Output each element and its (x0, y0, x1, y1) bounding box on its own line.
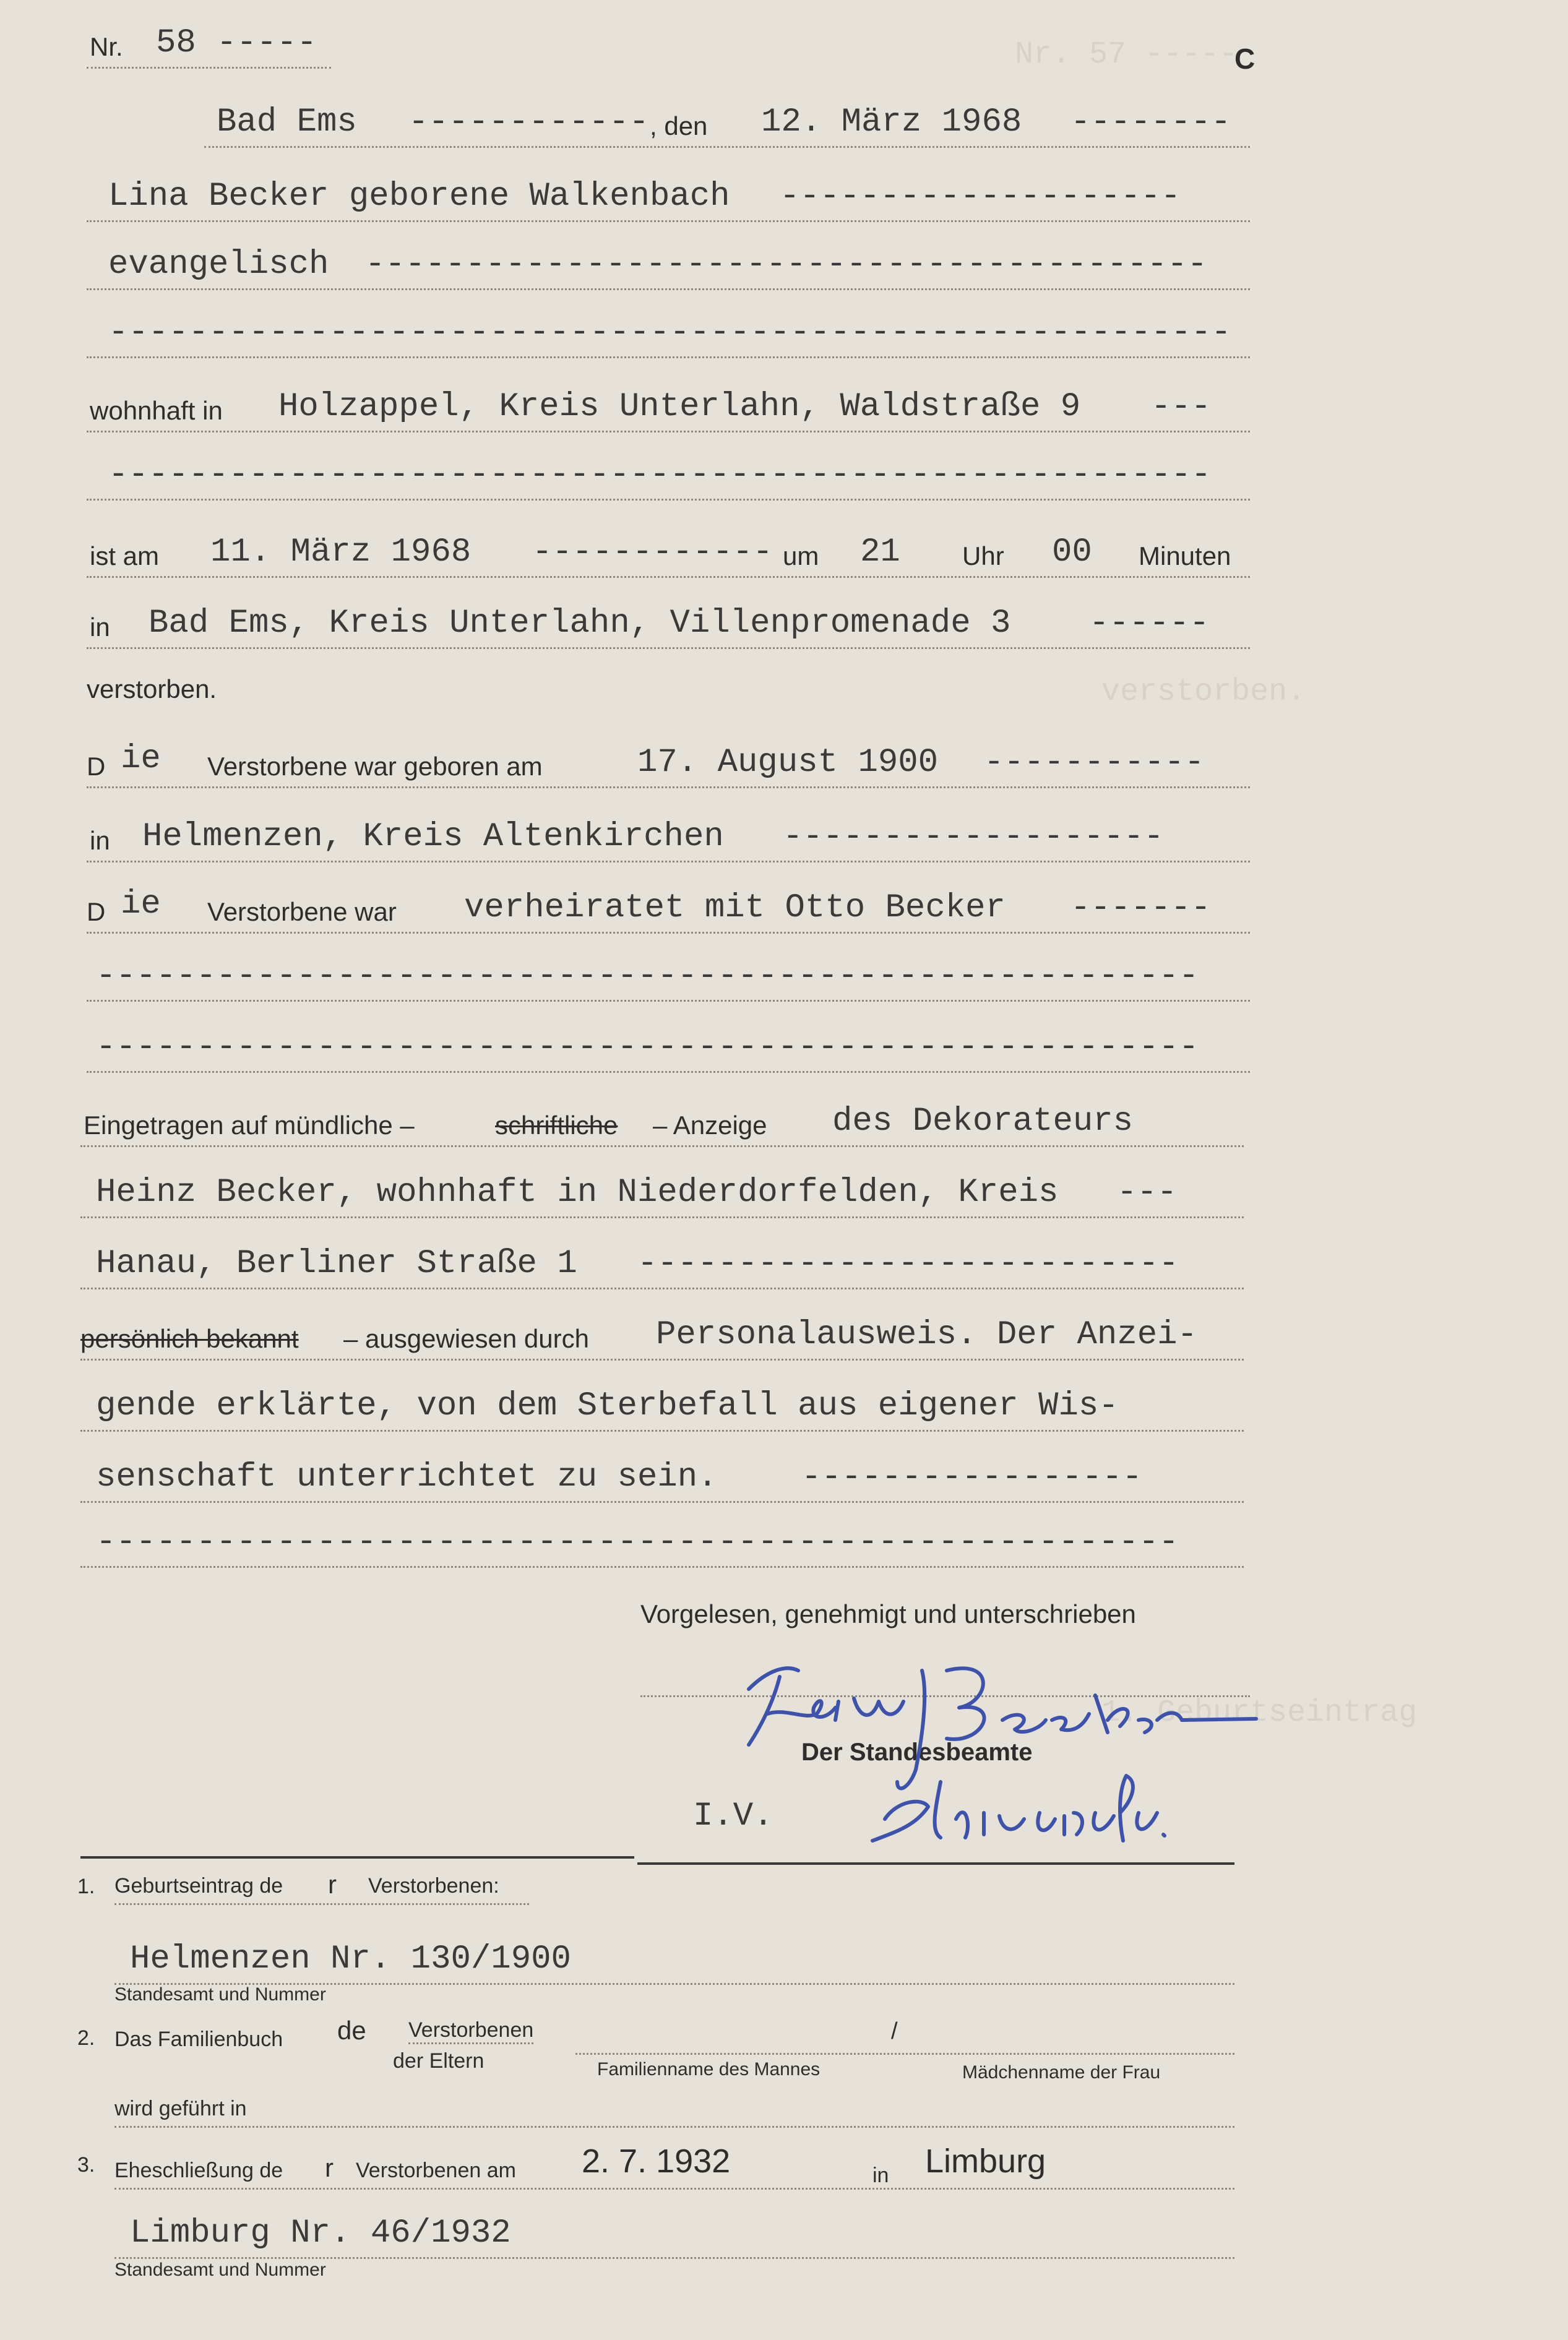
note-caption: Familienname des Mannes (597, 2059, 821, 2080)
option-verstorbenen: Verstorbenen (408, 2018, 533, 2044)
dash-filler: --------------------------- (637, 1245, 1179, 1283)
dash-filler: ------------------------------------------------------ (96, 1523, 1179, 1561)
dash-filler: ------------------------------------------------------- (108, 456, 1212, 494)
note-caption: Mädchenname der Frau (962, 2062, 1161, 2083)
dash-filler: ------ (1089, 604, 1210, 642)
informant-address-line (80, 1241, 1244, 1289)
residence-label: wohnhaft in (90, 396, 223, 425)
registrar-label: Der Standesbeamte (801, 1739, 1033, 1766)
dash-filler: ------------ (408, 103, 649, 141)
note-number: 2. (77, 2026, 95, 2050)
registry-place: Bad Ems (217, 103, 357, 141)
dash-filler: --- (1151, 388, 1212, 426)
deceased-name: Lina Becker geborene Walkenbach (108, 178, 730, 215)
note-number: 3. (77, 2153, 95, 2177)
birth-place-line (87, 814, 1250, 862)
statement-line (80, 1383, 1244, 1432)
statement-text: senschaft unterrichtet zu sein. (96, 1458, 718, 1496)
birth-date: 17. August 1900 (637, 744, 939, 781)
note-1-label (114, 1867, 529, 1905)
death-hour: 21 (860, 533, 900, 571)
bleed-through-ghost: 1. Geburtseintrag (1101, 1695, 1418, 1731)
statement-text: gende erklärte, von dem Sterbefall aus eigener Wis- (96, 1387, 1119, 1425)
note-r: r (325, 2153, 334, 2182)
birth-place: Helmenzen, Kreis Altenkirchen (142, 818, 724, 856)
death-date: 11. März 1968 (210, 533, 472, 571)
ausgewiesen-label: – ausgewiesen durch (343, 1324, 589, 1353)
dash-filler: ------------------------------------------------------- (96, 1028, 1199, 1066)
note-label: Das Familienbuch (114, 2028, 283, 2051)
marriage-date: 2. 7. 1932 (582, 2143, 731, 2180)
religion: evangelisch (108, 246, 329, 283)
blank-line (87, 953, 1250, 1002)
note-caption: Standesamt und Nummer (114, 2260, 326, 2280)
um-label: um (783, 541, 819, 570)
in-label: in (872, 2164, 889, 2187)
statement-line (80, 1454, 1244, 1503)
in-label: in (90, 613, 110, 642)
divider (80, 1856, 634, 1859)
d-label: D (87, 897, 106, 926)
registrar-signature (872, 1776, 1165, 1841)
ie-suffix: ie (121, 885, 161, 923)
identification-doc: Personalausweis. Der Anzei- (656, 1316, 1197, 1354)
note-1-value-line (114, 1934, 1234, 1985)
birth-record: Helmenzen Nr. 130/1900 (130, 1940, 571, 1978)
informant-line (80, 1169, 1244, 1218)
note-label: wird geführt in (114, 2097, 247, 2120)
verstorben-label: verstorben. (87, 674, 217, 703)
entry-number: 58 (156, 24, 196, 62)
registration-line (80, 1098, 1244, 1147)
uhr-label: Uhr (962, 541, 1004, 570)
birth-date-line (87, 739, 1250, 788)
bleed-through-ghost: verstorben. (1101, 674, 1306, 710)
residence-line (87, 384, 1250, 432)
death-minute: 00 (1052, 533, 1092, 571)
informant-signature (749, 1668, 1256, 1788)
dash-filler: ------------------- (783, 818, 1164, 856)
in-label: in (90, 826, 110, 855)
dash-filler: ------------------------------------------ (365, 246, 1208, 283)
bleed-through-ghost: Nr. 57 ----- (1015, 37, 1238, 72)
dash-filler: ----------- (984, 744, 1205, 781)
registration-label: Eingetragen auf mündliche – (84, 1111, 415, 1140)
note-2-location-line (114, 2086, 1234, 2128)
registry-date: 12. März 1968 (761, 103, 1022, 141)
death-place-line (87, 600, 1250, 649)
anzeige-label: – Anzeige (653, 1111, 767, 1140)
family-book-line (575, 2053, 1234, 2055)
slash: / (891, 2018, 898, 2044)
note-3-line (114, 2141, 1234, 2190)
d-label: D (87, 752, 106, 781)
blank-line (80, 1519, 1244, 1568)
minuten-label: Minuten (1139, 541, 1231, 570)
corner-letter: C (1234, 43, 1256, 75)
note-label: Eheschließung de (114, 2159, 283, 2182)
ie-suffix: ie (121, 740, 161, 778)
informant-occupation: des Dekorateurs (832, 1103, 1134, 1140)
death-time-line (87, 529, 1250, 578)
dash-filler: ----------------- (801, 1458, 1142, 1496)
note-de: de (337, 2016, 366, 2045)
note-number: 1. (77, 1875, 95, 1898)
note-r: r (328, 1870, 337, 1899)
informant: Heinz Becker, wohnhaft in Niederdorfelden, Kreis (96, 1174, 1059, 1211)
dash-filler: ------------------------------------------------------- (96, 957, 1199, 995)
residence-address: Holzappel, Kreis Unterlahn, Waldstraße 9 (278, 388, 1081, 426)
dash-filler: -------- (1070, 103, 1231, 141)
nr-label: Nr. (90, 32, 123, 61)
dash-filler: ------------ (532, 533, 773, 571)
struck-option: persönlich bekannt (80, 1324, 299, 1353)
marital-status-line (87, 885, 1250, 934)
marital-label: Verstorbene war (207, 897, 397, 926)
ink-signatures (712, 1627, 1293, 1887)
identification-line (80, 1312, 1244, 1361)
marriage-place: Limburg (925, 2143, 1046, 2180)
dash-filler: ----- (217, 24, 317, 62)
birth-label: Verstorbene war geboren am (207, 752, 543, 781)
read-approved-label: Vorgelesen, genehmigt und unterschrieben (640, 1599, 1136, 1628)
entry-number-line (87, 20, 331, 69)
note-3-value-line (114, 2208, 1234, 2259)
note-caption: Standesamt und Nummer (114, 1984, 326, 2005)
spouse: verheiratet mit Otto Becker (464, 889, 1006, 927)
iv-label: I.V. (693, 1797, 773, 1835)
informant-address: Hanau, Berliner Straße 1 (96, 1245, 577, 1283)
marriage-record: Limburg Nr. 46/1932 (130, 2214, 511, 2252)
option-eltern: der Eltern (393, 2049, 485, 2073)
place-date-line (204, 99, 1250, 148)
blank-line (87, 1024, 1250, 1073)
note-label: Geburtseintrag de (114, 1874, 283, 1898)
religion-line (87, 241, 1250, 290)
dash-filler: -------------------------------------------------------- (108, 314, 1231, 351)
deceased-name-line (87, 173, 1250, 222)
den-label: , den (650, 111, 708, 140)
dash-filler: -------------------- (780, 178, 1181, 215)
ist-am-label: ist am (90, 541, 160, 570)
note-label: Verstorbenen am (356, 2159, 516, 2182)
death-place: Bad Ems, Kreis Unterlahn, Villenpromenade 3 (149, 604, 1011, 642)
note-label: Verstorbenen: (368, 1874, 499, 1898)
blank-line (87, 452, 1250, 501)
struck-option: schriftliche (495, 1111, 618, 1140)
dash-filler: ------- (1070, 889, 1211, 927)
blank-line (87, 309, 1250, 358)
dash-filler: --- (1117, 1174, 1178, 1211)
